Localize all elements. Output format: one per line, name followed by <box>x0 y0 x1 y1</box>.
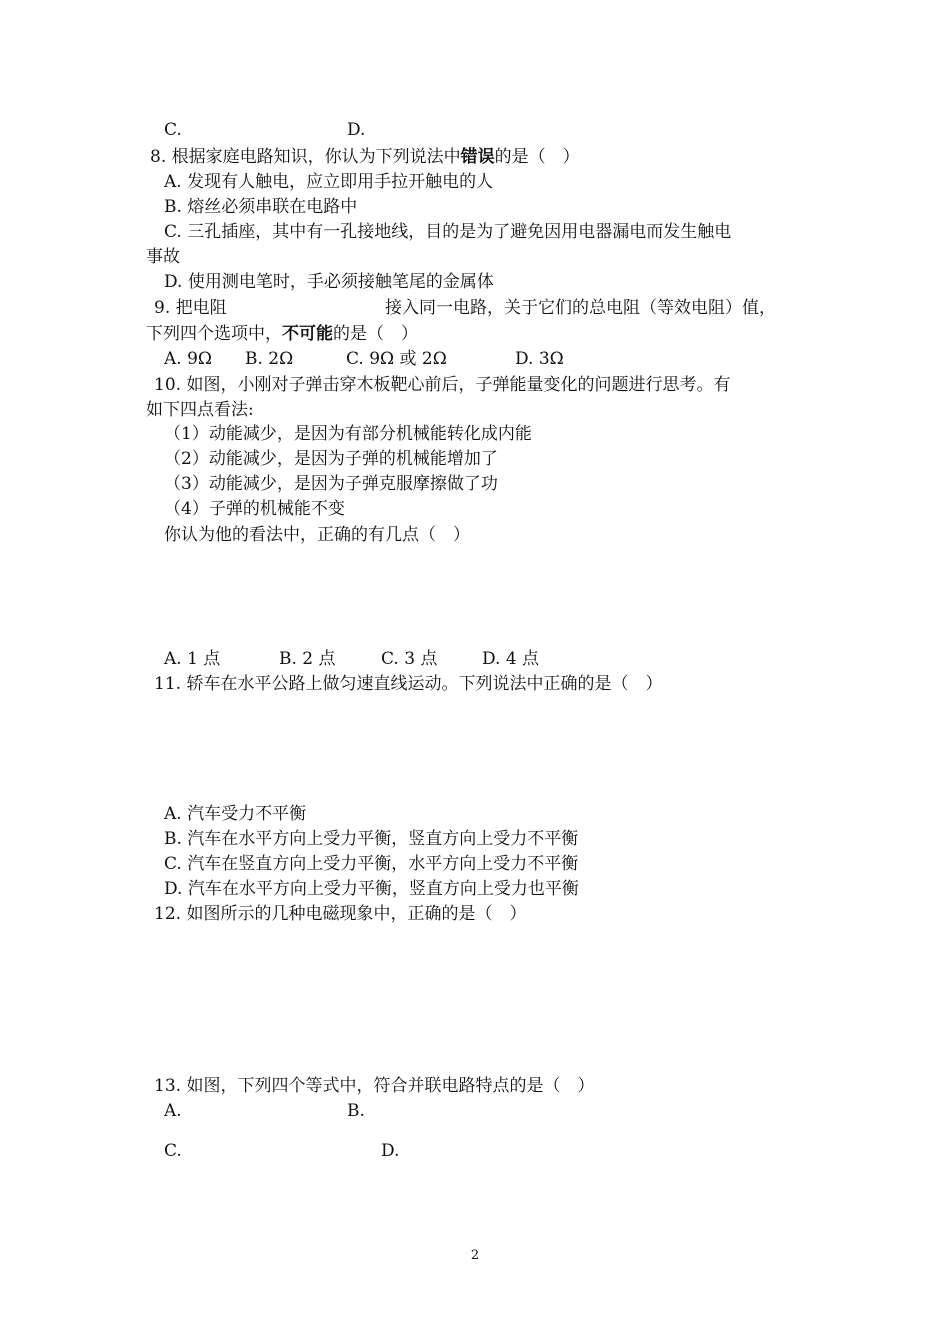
q10-point-3: （3）动能减少，是因为子弹克服摩擦做了功 <box>164 474 498 494</box>
q11-option-b: B. 汽车在水平方向上受力平衡，竖直方向上受力不平衡 <box>164 829 579 849</box>
q13-option-a: A. <box>164 1101 182 1121</box>
q8-option-c-cont: 事故 <box>146 247 180 267</box>
q8-stem-emphasis: 错误 <box>460 147 495 167</box>
q8-option-a: A. 发现有人触电，应立即用手拉开触电的人 <box>164 172 494 192</box>
q10-stem: 10. 如图，小刚对子弹击穿木板靶心前后，子弹能量变化的问题进行思考。有 <box>154 375 731 395</box>
q13-option-d: D. <box>381 1141 400 1161</box>
q9-stem-line2 <box>146 324 418 344</box>
page-number: 2 <box>470 1248 480 1263</box>
q13-option-c: C. <box>164 1141 182 1161</box>
q10-option-a: A. 1 点 <box>164 649 221 669</box>
q7-option-d: D. <box>347 120 366 140</box>
q10-point-4: （4）子弹的机械能不变 <box>164 499 345 519</box>
q8-option-b: B. 熔丝必须串联在电路中 <box>164 197 358 217</box>
q11-option-c: C. 汽车在竖直方向上受力平衡，水平方向上受力不平衡 <box>164 854 579 874</box>
q8-option-d: D. 使用测电笔时，手必须接触笔尾的金属体 <box>164 272 494 292</box>
q8-stem-text: 8. 根据家庭电路知识，你认为下列说法中 <box>150 147 461 167</box>
q7-option-c: C. <box>164 120 182 140</box>
q10-option-c: C. 3 点 <box>381 649 438 669</box>
q9-option-d: D. 3Ω <box>515 349 564 369</box>
q8-option-c: C. 三孔插座，其中有一孔接地线，目的是为了避免因用电器漏电而发生触电 <box>164 222 732 242</box>
q11-option-d: D. 汽车在水平方向上受力平衡，竖直方向上受力也平衡 <box>164 879 579 899</box>
q9-option-c: C. 9Ω 或 2Ω <box>346 349 447 369</box>
q9-line2-emphasis: 不可能 <box>282 324 333 344</box>
q9-option-b: B. 2Ω <box>245 349 294 369</box>
q13-option-b: B. <box>347 1101 365 1121</box>
q10-point-2: （2）动能减少，是因为子弹的机械能增加了 <box>164 449 498 469</box>
q8-stem-bracket: 的是（ ） <box>494 147 580 167</box>
q9-line2-text: 下列四个选项中， <box>146 324 282 344</box>
q10-ask: 你认为他的看法中，正确的有几点（ ） <box>164 525 470 545</box>
q10-stem-cont: 如下四点看法: <box>146 400 254 420</box>
q8-stem <box>150 147 580 167</box>
q12-stem: 12. 如图所示的几种电磁现象中，正确的是（ ） <box>154 904 527 924</box>
q10-option-b: B. 2 点 <box>279 649 336 669</box>
q10-option-d: D. 4 点 <box>482 649 540 669</box>
q9-line2-bracket: 的是（ ） <box>333 324 418 344</box>
q9-stem-start: 9. 把电阻 <box>154 298 227 318</box>
q13-stem: 13. 如图，下列四个等式中，符合并联电路特点的是（ ） <box>154 1076 595 1096</box>
q9-option-a: A. 9Ω <box>164 349 212 369</box>
q10-point-1: （1）动能减少，是因为有部分机械能转化成内能 <box>164 424 532 444</box>
q11-option-a: A. 汽车受力不平衡 <box>164 804 307 824</box>
q11-stem: 11. 轿车在水平公路上做匀速直线运动。下列说法中正确的是（ ） <box>154 674 663 694</box>
q9-stem-end: 接入同一电路，关于它们的总电阻（等效电阻）值， <box>385 298 776 318</box>
